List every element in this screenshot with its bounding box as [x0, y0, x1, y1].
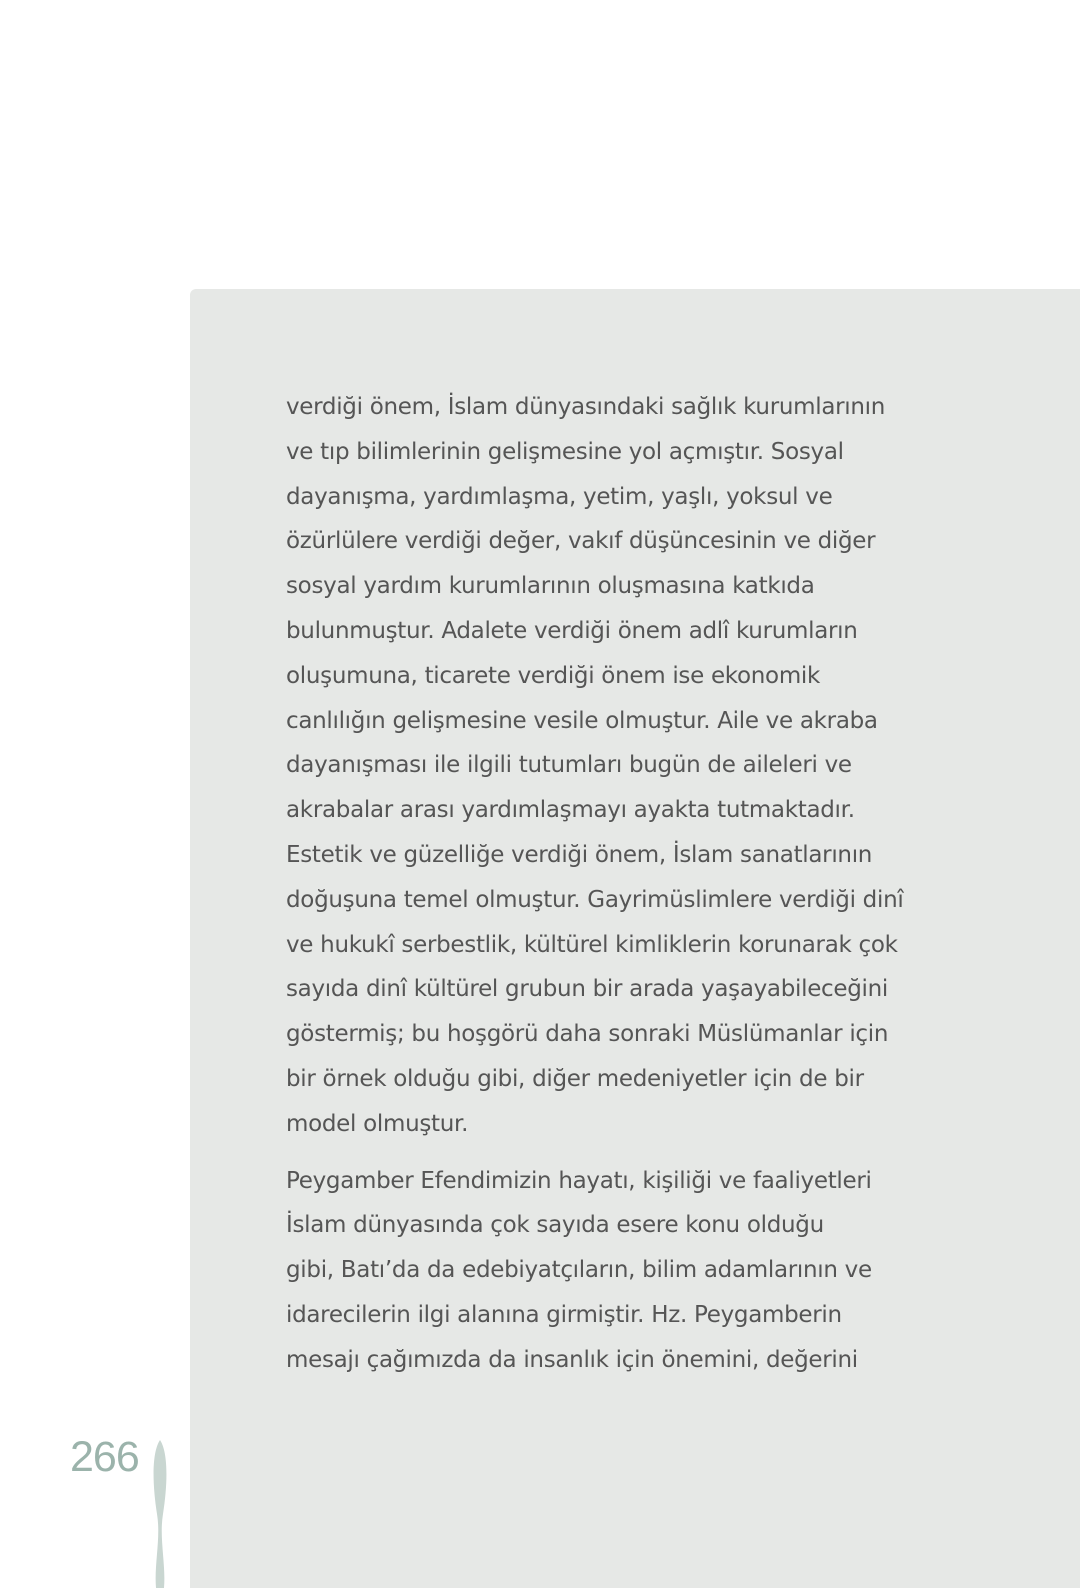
paragraph-1	[286, 385, 906, 1147]
ornament-icon	[148, 1440, 172, 1588]
paragraph-2	[286, 1159, 906, 1383]
text-line: doğuşuna temel olmuştur. Gayrimüslimlere verdiği dinî	[286, 886, 904, 913]
text-line: verdiği önem, İslam dünyasındaki sağlık kurumlarının	[286, 394, 886, 420]
page-number: 266	[70, 1433, 139, 1481]
text-line: sayıda dinî kültürel grubun bir arada yaşayabileceğini	[286, 976, 889, 1003]
text-line: ve hukukî serbestlik, kültürel kimliklerin korunarak çok	[286, 931, 898, 958]
text-line: sosyal yardım kurumlarının oluşmasına katkıda	[286, 573, 815, 600]
text-line: akrabalar arası yardımlaşmayı ayakta tutmaktadır.	[286, 797, 855, 824]
text-line: model olmuştur.	[286, 1110, 469, 1137]
text-line: bir örnek olduğu gibi, diğer medeniyetler için de bir	[286, 1065, 864, 1092]
text-line: bulunmuştur. Adalete verdiği önem adlî kurumların	[286, 617, 858, 644]
body-text	[286, 385, 906, 1383]
text-line: İslam dünyasında çok sayıda esere konu olduğu	[286, 1212, 824, 1239]
text-line: oluşumuna, ticarete verdiği önem ise ekonomik	[286, 662, 821, 689]
text-line: mesajı çağımızda da insanlık için önemini, değerini	[286, 1346, 858, 1373]
text-line: Estetik ve güzelliğe verdiği önem, İslam sanatlarının	[286, 841, 873, 868]
text-line: dayanışma, yardımlaşma, yetim, yaşlı, yoksul ve	[286, 483, 833, 510]
text-line: canlılığın gelişmesine vesile olmuştur. Aile ve akraba	[286, 707, 878, 734]
text-line: gibi, Batı’da da edebiyatçıların, bilim adamlarının ve	[286, 1257, 872, 1284]
text-line: göstermiş; bu hoşgörü daha sonraki Müslümanlar için	[286, 1021, 889, 1048]
text-line: özürlülere verdiği değer, vakıf düşüncesinin ve diğer	[286, 528, 876, 555]
ornament-shape	[154, 1440, 167, 1588]
text-line: idarecilerin ilgi alanına girmiştir. Hz. Peygamberin	[286, 1301, 842, 1328]
text-line: Peygamber Efendimizin hayatı, kişiliği ve faaliyetleri	[286, 1167, 872, 1194]
text-line: dayanışması ile ilgili tutumları bugün de aileleri ve	[286, 752, 852, 779]
text-line: ve tıp bilimlerinin gelişmesine yol açmıştır. Sosyal	[286, 438, 844, 465]
